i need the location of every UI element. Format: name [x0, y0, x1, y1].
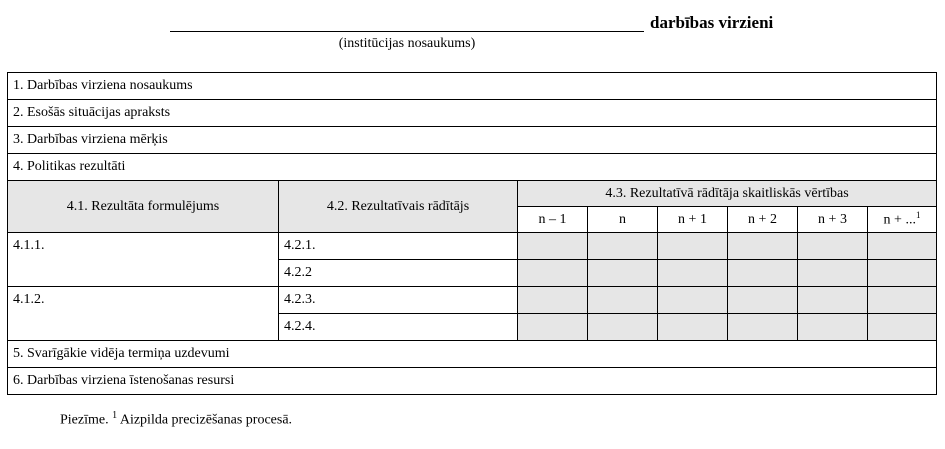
header-result-formulation: 4.1. Rezultāta formulējums — [8, 181, 279, 233]
value-cell — [728, 287, 798, 314]
value-cell — [588, 314, 658, 341]
institution-name-line — [170, 31, 644, 32]
year-header-label: n + ... — [883, 212, 916, 228]
year-header: n — [588, 207, 658, 233]
value-cell — [798, 260, 868, 287]
value-cell — [868, 287, 937, 314]
footnote — [60, 410, 292, 429]
row-current-situation: 2. Esošās situācijas apraksts — [8, 100, 937, 127]
header-result-indicator: 4.2. Rezultatīvais rādītājs — [279, 181, 518, 233]
year-header: n + 2 — [728, 207, 798, 233]
value-cell — [798, 287, 868, 314]
value-cell — [798, 233, 868, 260]
footnote-text: Aizpilda precizēšanas procesā. — [119, 412, 293, 428]
footnote-number: 1 — [112, 410, 118, 421]
value-cell — [518, 314, 588, 341]
value-cell — [588, 287, 658, 314]
value-cell — [868, 260, 937, 287]
institution-name-caption: (institūcijas nosaukums) — [338, 36, 476, 51]
row-action-direction-name: 1. Darbības virziena nosaukums — [8, 73, 937, 100]
value-cell — [518, 233, 588, 260]
year-header: n + 3 — [798, 207, 868, 233]
year-header-last — [868, 207, 937, 233]
footnote-prefix: Piezīme. — [60, 412, 109, 428]
row-medium-term-tasks: 5. Svarīgākie vidēja termiņa uzdevumi — [8, 341, 937, 368]
year-header: n + 1 — [658, 207, 728, 233]
footnote-marker: 1 — [915, 210, 921, 221]
value-cell — [868, 233, 937, 260]
row-action-direction-goal: 3. Darbības virziena mērķis — [8, 127, 937, 154]
row-policy-results: 4. Politikas rezultāti — [8, 154, 937, 181]
indicator-cell: 4.2.3. — [279, 287, 518, 314]
value-cell — [728, 260, 798, 287]
value-cell — [518, 287, 588, 314]
result-cell: 4.1.2. — [8, 287, 279, 341]
value-cell — [658, 314, 728, 341]
result-cell: 4.1.1. — [8, 233, 279, 287]
header-indicator-values: 4.3. Rezultatīvā rādītāja skaitliskās vērtības — [518, 181, 937, 207]
value-cell — [588, 233, 658, 260]
value-cell — [798, 314, 868, 341]
value-cell — [728, 314, 798, 341]
action-direction-table — [7, 72, 937, 395]
indicator-cell: 4.2.1. — [279, 233, 518, 260]
indicator-cell: 4.2.4. — [279, 314, 518, 341]
row-implementation-resources: 6. Darbības virziena īstenošanas resursi — [8, 368, 937, 395]
value-cell — [658, 260, 728, 287]
page-title: darbības virzieni — [650, 13, 774, 32]
value-cell — [868, 314, 937, 341]
value-cell — [518, 260, 588, 287]
value-cell — [588, 260, 658, 287]
value-cell — [658, 287, 728, 314]
year-header: n – 1 — [518, 207, 588, 233]
indicator-cell: 4.2.2 — [279, 260, 518, 287]
value-cell — [728, 233, 798, 260]
value-cell — [658, 233, 728, 260]
